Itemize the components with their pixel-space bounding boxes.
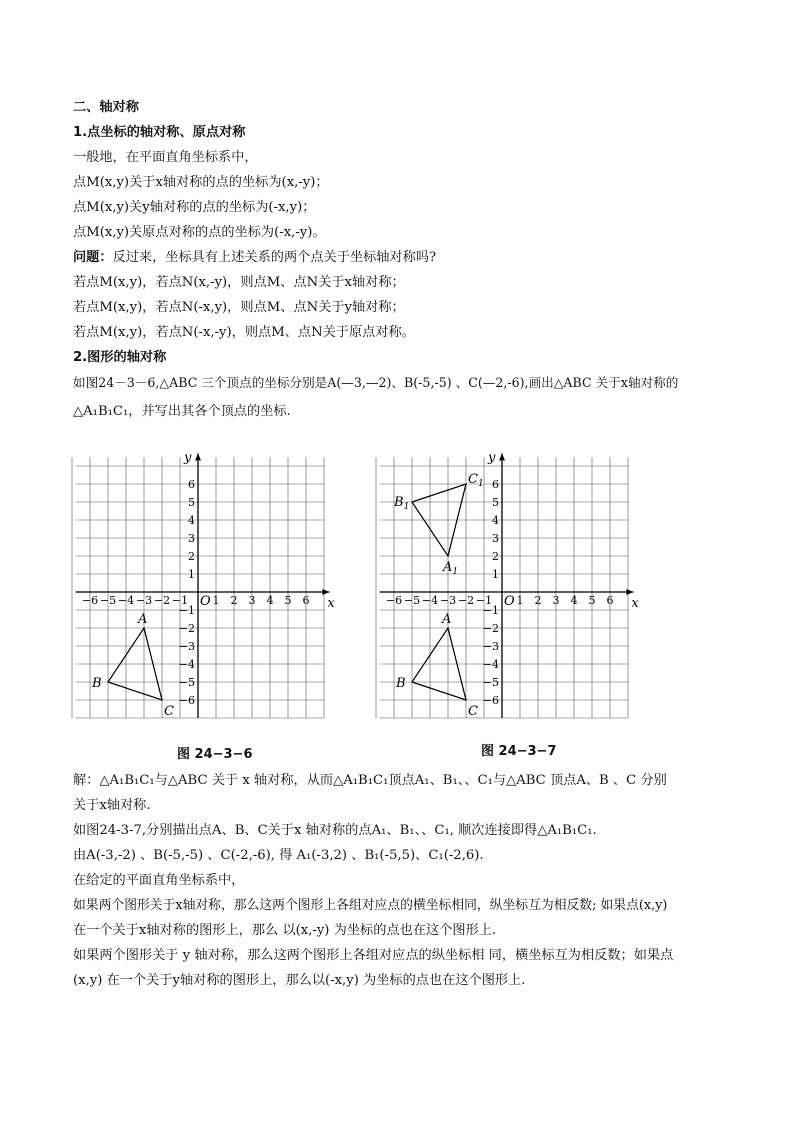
y-tick-label: −5 <box>482 676 499 689</box>
y-axis-arrow-icon <box>499 453 505 460</box>
y-tick-label: 5 <box>492 496 499 509</box>
question-line <box>73 249 436 267</box>
solution-line: 由A(-3,-2) 、B(-5,-5) 、C(-2,-6), 得 A₁(-3,2) 、B₁(-5,5)、C₁(-2,6). <box>73 848 484 863</box>
figure-caption-left: 图 24−3−6 <box>177 747 253 762</box>
text-line: 点M(x,y)关y轴对称的点的坐标为(-x,y)； <box>73 200 316 215</box>
x-tick-label: 5 <box>284 594 292 607</box>
question-label: 问题： <box>73 250 113 265</box>
solution-line: 如图24-3-7,分别描出点A、B、C关于x 轴对称的点A₁、B₁、、C₁, 顺次连接即得△A₁B₁C₁. <box>73 823 597 838</box>
solution-line: 解：△A₁B₁C₁与△ABC 关于 x 轴对称，从而△A₁B₁C₁顶点A₁、B₁、、C₁与△ABC 顶点A、B 、C 分别 <box>73 773 667 788</box>
y-tick-label: 6 <box>188 478 195 491</box>
section2-title: 2.图形的轴对称 <box>73 350 167 365</box>
solution-line: 如果两个图形关于x轴对称，那么这两个图形上各组对应点的横坐标相同，纵坐标互为相反数; 如果点(x,y) <box>73 898 668 913</box>
vertex-label-a: A <box>138 612 148 627</box>
answer-line: 若点M(x,y)，若点N(-x,y)，则点M、点N关于y轴对称； <box>73 300 405 315</box>
vertex-label-a: A <box>442 612 452 627</box>
y-tick-label: 1 <box>188 568 195 581</box>
vertex-label-b: B <box>396 676 406 691</box>
x-tick-label: 3 <box>248 594 256 607</box>
text-line: 一般地，在平面直角坐标系中， <box>73 150 258 165</box>
x-tick-label: −2 <box>153 594 171 607</box>
x-tick-label: 2 <box>230 594 238 607</box>
x-tick-label: 1 <box>212 594 220 607</box>
y-tick-label: 4 <box>492 514 499 527</box>
x-tick-label: −6 <box>385 594 403 607</box>
y-tick-label: −2 <box>482 622 499 635</box>
vertex-label-b: B <box>92 676 102 691</box>
vertex-subscript: 1 <box>452 567 459 577</box>
x-tick-label: 6 <box>302 594 310 607</box>
coordinate-figure-left <box>76 446 334 720</box>
origin-label: O <box>504 594 515 609</box>
vertex-subscript: 1 <box>477 479 484 489</box>
vertex-label-c: C <box>468 704 478 719</box>
x-tick-label: −6 <box>81 594 99 607</box>
text-line: 点M(x,y)关原点对称的点的坐标为(-x,-y)。 <box>73 225 326 240</box>
vertex-label-b1: $B_1$ <box>394 495 410 512</box>
x-tick-label: −3 <box>439 594 457 607</box>
problem-line: △A₁B₁C₁，并写出其各个顶点的坐标. <box>73 404 291 419</box>
x-tick-label: −4 <box>421 594 439 607</box>
question-text: 反过来，坐标具有上述关系的两个点关于坐标轴对称吗? <box>112 250 437 265</box>
x-axis-arrow-icon <box>322 589 329 595</box>
y-tick-label: −3 <box>178 640 195 653</box>
x-axis-label: x <box>631 596 639 611</box>
solution-line: 在给定的平面直角坐标系中， <box>73 873 245 888</box>
y-tick-label: 2 <box>188 550 195 563</box>
y-tick-label: 4 <box>188 514 195 527</box>
section-heading: 二、轴对称 <box>73 100 139 115</box>
x-tick-label: 3 <box>552 594 560 607</box>
solution-line: 在一个关于x轴对称的图形上，那么 以(x,-y) 为坐标的点也在这个图形上. <box>73 923 497 938</box>
y-tick-label: −3 <box>482 640 499 653</box>
y-tick-label: −6 <box>178 694 195 707</box>
y-tick-label: −1 <box>482 604 499 617</box>
y-tick-label: −6 <box>482 694 499 707</box>
y-tick-label: 1 <box>492 568 499 581</box>
answer-line: 若点M(x,y)，若点N(x,-y)，则点M、点N关于x轴对称； <box>73 275 405 290</box>
y-axis-label: y <box>488 450 496 466</box>
vertex-subscript: 1 <box>403 502 410 512</box>
y-tick-label: 3 <box>492 532 499 545</box>
x-tick-label: −1 <box>171 594 189 607</box>
vertex-label-a1: $A_1$ <box>443 560 459 577</box>
x-tick-label: −5 <box>99 594 117 607</box>
y-tick-label: −4 <box>482 658 499 671</box>
figure-caption-right: 图 24−3−7 <box>481 744 557 759</box>
x-tick-label: −4 <box>117 594 135 607</box>
section1-title: 1.点坐标的轴对称、原点对称 <box>73 125 246 140</box>
solution-line: (x,y) 在一个关于y轴对称的图形上，那么以(-x,y) 为坐标的点也在这个图形上. <box>73 973 526 988</box>
x-tick-label: −2 <box>457 594 475 607</box>
x-axis-arrow-icon <box>626 589 633 595</box>
y-tick-label: −4 <box>178 658 195 671</box>
text-line: 点M(x,y)关于x轴对称的点的坐标为(x,-y)； <box>73 175 329 190</box>
x-tick-label: 4 <box>266 594 274 607</box>
x-tick-label: 4 <box>570 594 578 607</box>
y-tick-label: 5 <box>188 496 195 509</box>
y-tick-label: −1 <box>178 604 195 617</box>
x-axis-label: x <box>327 596 335 611</box>
y-tick-label: −5 <box>178 676 195 689</box>
coordinate-figure-right <box>380 446 638 720</box>
y-axis-label: y <box>184 450 192 466</box>
x-tick-label: 1 <box>516 594 524 607</box>
answer-line: 若点M(x,y)，若点N(-x,-y)，则点M、点N关于原点对称。 <box>73 325 415 340</box>
solution-line: 如果两个图形关于 y 轴对称，那么这两个图形上各组对应点的纵坐标相 同，横坐标互为相反数；如果点 <box>73 948 674 963</box>
vertex-label-c: C <box>164 704 174 719</box>
y-tick-label: 2 <box>492 550 499 563</box>
x-tick-label: −3 <box>135 594 153 607</box>
y-tick-label: 3 <box>188 532 195 545</box>
vertex-label-c1: $C_1$ <box>468 472 484 489</box>
x-tick-label: 5 <box>588 594 596 607</box>
x-tick-label: −1 <box>475 594 493 607</box>
x-tick-label: −5 <box>403 594 421 607</box>
solution-line: 关于x轴对称. <box>73 798 151 813</box>
origin-label: O <box>200 594 211 609</box>
y-tick-label: −2 <box>178 622 195 635</box>
x-tick-label: 6 <box>606 594 614 607</box>
y-axis-arrow-icon <box>195 453 201 460</box>
x-tick-label: 2 <box>534 594 542 607</box>
y-tick-label: 6 <box>492 478 499 491</box>
problem-line: 如图24－3－6,△ABC 三个顶点的坐标分别是A(—3,—2)、B(-5,-5) 、C(—2,-6),画出△ABC 关于x轴对称的 <box>73 375 679 390</box>
